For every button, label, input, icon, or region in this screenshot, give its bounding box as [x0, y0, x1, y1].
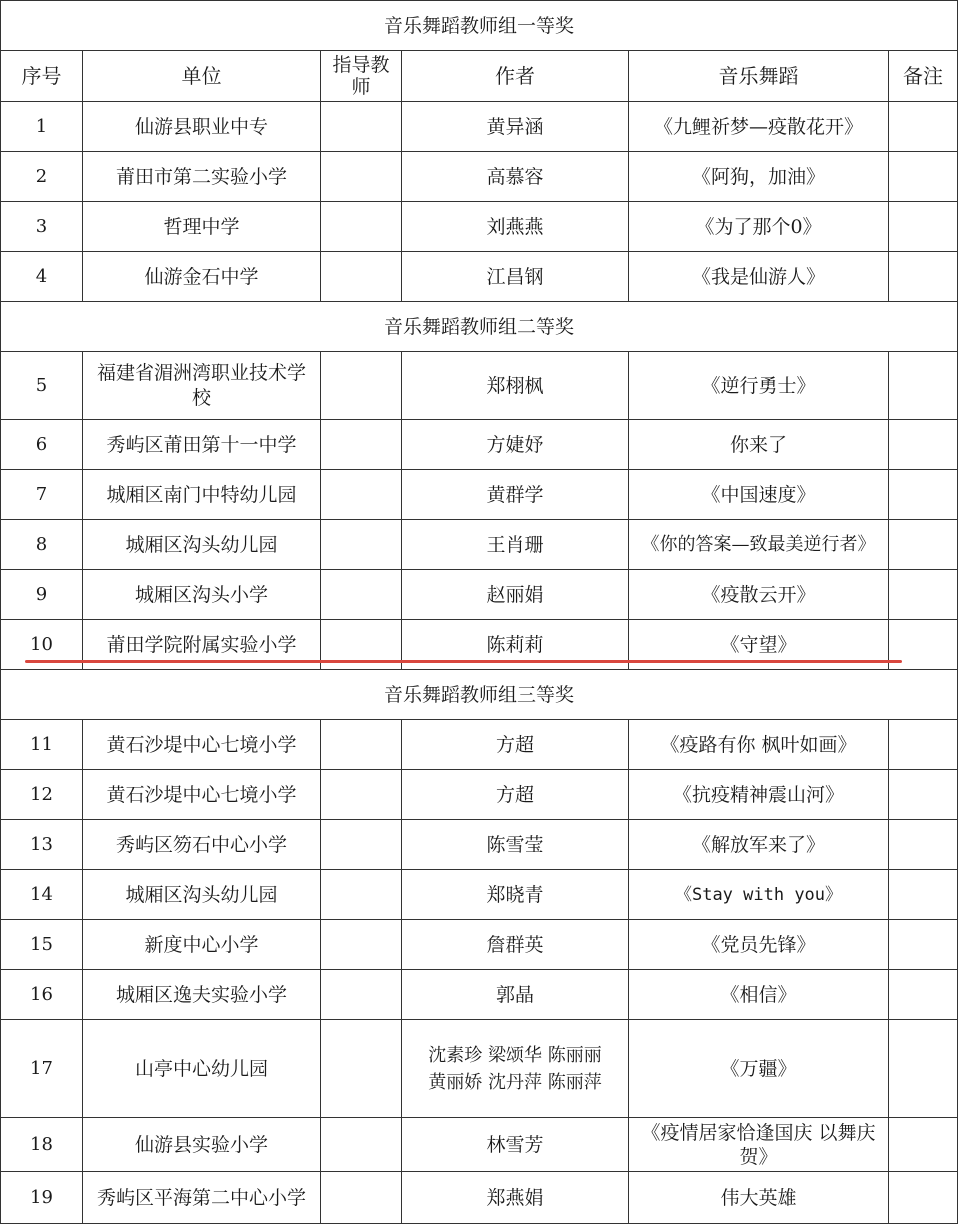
cell-unit: 秀屿区笏石中心小学 — [83, 820, 321, 870]
cell-advisor — [321, 252, 402, 302]
cell-work: 《疫路有你 枫叶如画》 — [629, 720, 889, 770]
cell-note — [889, 920, 958, 970]
cell-unit: 福建省湄洲湾职业技术学校 — [83, 352, 321, 420]
cell-advisor — [321, 1172, 402, 1224]
header-note: 备注 — [889, 51, 958, 102]
cell-work: 《解放军来了》 — [629, 820, 889, 870]
table-row — [1, 1172, 958, 1224]
cell-unit: 莆田市第二实验小学 — [83, 152, 321, 202]
cell-work: 《阿狗，加油》 — [629, 152, 889, 202]
cell-no: 7 — [1, 470, 83, 520]
header-row — [1, 51, 958, 102]
table-row — [1, 820, 958, 870]
table-row — [1, 870, 958, 920]
cell-advisor — [321, 352, 402, 420]
cell-unit: 哲理中学 — [83, 202, 321, 252]
cell-note — [889, 870, 958, 920]
cell-unit: 莆田学院附属实验小学 — [83, 620, 321, 670]
cell-unit: 城厢区逸夫实验小学 — [83, 970, 321, 1020]
cell-work: 《万疆》 — [629, 1020, 889, 1118]
cell-note — [889, 820, 958, 870]
cell-no: 17 — [1, 1020, 83, 1118]
header-author: 作者 — [402, 51, 629, 102]
cell-note — [889, 202, 958, 252]
cell-author: 高慕容 — [402, 152, 629, 202]
cell-advisor — [321, 770, 402, 820]
cell-unit: 城厢区沟头小学 — [83, 570, 321, 620]
cell-author: 刘燕燕 — [402, 202, 629, 252]
cell-author: 詹群英 — [402, 920, 629, 970]
cell-no: 19 — [1, 1172, 83, 1224]
cell-no: 2 — [1, 152, 83, 202]
cell-note — [889, 570, 958, 620]
table-row — [1, 570, 958, 620]
cell-note — [889, 1020, 958, 1118]
cell-work: 《疫情居家恰逢国庆 以舞庆贺》 — [629, 1118, 889, 1172]
cell-author: 赵丽娟 — [402, 570, 629, 620]
header-advisor: 指导教师 — [321, 51, 402, 102]
table-row — [1, 1118, 958, 1172]
header-work: 音乐舞蹈 — [629, 51, 889, 102]
cell-work: 《守望》 — [629, 620, 889, 670]
cell-note — [889, 152, 958, 202]
cell-unit: 仙游金石中学 — [83, 252, 321, 302]
section-row — [1, 1, 958, 51]
cell-author: 陈雪莹 — [402, 820, 629, 870]
table-row — [1, 420, 958, 470]
cell-work: 《Stay with you》 — [629, 870, 889, 920]
cell-advisor — [321, 820, 402, 870]
cell-unit: 新度中心小学 — [83, 920, 321, 970]
cell-note — [889, 352, 958, 420]
header-unit: 单位 — [83, 51, 321, 102]
cell-advisor — [321, 870, 402, 920]
cell-author: 郑栩枫 — [402, 352, 629, 420]
cell-no: 10 — [1, 620, 83, 670]
cell-note — [889, 102, 958, 152]
cell-author: 黄异涵 — [402, 102, 629, 152]
cell-advisor — [321, 970, 402, 1020]
cell-author: 陈莉莉 — [402, 620, 629, 670]
cell-work: 你来了 — [629, 420, 889, 470]
cell-no: 13 — [1, 820, 83, 870]
table-row — [1, 770, 958, 820]
cell-work: 《九鲤祈梦—疫散花开》 — [629, 102, 889, 152]
table-row — [1, 970, 958, 1020]
cell-no: 18 — [1, 1118, 83, 1172]
cell-no: 12 — [1, 770, 83, 820]
table-row — [1, 470, 958, 520]
cell-unit: 仙游县职业中专 — [83, 102, 321, 152]
cell-note — [889, 252, 958, 302]
table-row — [1, 352, 958, 420]
cell-work: 《为了那个0》 — [629, 202, 889, 252]
section-row — [1, 302, 958, 352]
cell-work: 《相信》 — [629, 970, 889, 1020]
section-title-third-prize: 音乐舞蹈教师组三等奖 — [1, 670, 958, 720]
cell-work: 《抗疫精神震山河》 — [629, 770, 889, 820]
highlight-underline — [25, 660, 902, 663]
cell-unit: 仙游县实验小学 — [83, 1118, 321, 1172]
cell-note — [889, 770, 958, 820]
cell-author: 郑晓青 — [402, 870, 629, 920]
cell-author: 江昌钢 — [402, 252, 629, 302]
cell-advisor — [321, 920, 402, 970]
author-line: 黄丽娇 沈丹萍 陈丽萍 — [428, 1071, 602, 1093]
cell-author: 林雪芳 — [402, 1118, 629, 1172]
table-row — [1, 920, 958, 970]
table-row — [1, 720, 958, 770]
cell-no: 3 — [1, 202, 83, 252]
cell-unit: 黄石沙堤中心七境小学 — [83, 770, 321, 820]
cell-unit: 山亭中心幼儿园 — [83, 1020, 321, 1118]
cell-advisor — [321, 420, 402, 470]
cell-note — [889, 1118, 958, 1172]
cell-no: 11 — [1, 720, 83, 770]
cell-author: 郑燕娟 — [402, 1172, 629, 1224]
table-row — [1, 520, 958, 570]
cell-no: 9 — [1, 570, 83, 620]
cell-author-group — [402, 1020, 629, 1118]
cell-note — [889, 520, 958, 570]
cell-author: 方超 — [402, 720, 629, 770]
cell-work: 《你的答案—致最美逆行者》 — [629, 520, 889, 570]
cell-no: 15 — [1, 920, 83, 970]
cell-no: 5 — [1, 352, 83, 420]
header-no: 序号 — [1, 51, 83, 102]
cell-no: 14 — [1, 870, 83, 920]
section-title-second-prize: 音乐舞蹈教师组二等奖 — [1, 302, 958, 352]
cell-author: 王肖珊 — [402, 520, 629, 570]
cell-no: 4 — [1, 252, 83, 302]
cell-advisor — [321, 520, 402, 570]
cell-no: 8 — [1, 520, 83, 570]
cell-unit: 秀屿区平海第二中心小学 — [83, 1172, 321, 1224]
cell-work: 《我是仙游人》 — [629, 252, 889, 302]
cell-advisor — [321, 152, 402, 202]
table-row — [1, 102, 958, 152]
cell-work: 《中国速度》 — [629, 470, 889, 520]
author-line: 沈素珍 梁颂华 陈丽丽 — [428, 1044, 602, 1066]
cell-no: 6 — [1, 420, 83, 470]
cell-note — [889, 420, 958, 470]
cell-note — [889, 470, 958, 520]
cell-advisor — [321, 470, 402, 520]
cell-work: 《逆行勇士》 — [629, 352, 889, 420]
cell-author: 黄群学 — [402, 470, 629, 520]
table-row — [1, 1020, 958, 1118]
table-row — [1, 152, 958, 202]
cell-unit: 城厢区沟头幼儿园 — [83, 520, 321, 570]
section-row — [1, 670, 958, 720]
cell-unit: 秀屿区莆田第十一中学 — [83, 420, 321, 470]
cell-advisor — [321, 202, 402, 252]
cell-work: 《疫散云开》 — [629, 570, 889, 620]
cell-advisor — [321, 102, 402, 152]
cell-work: 伟大英雄 — [629, 1172, 889, 1224]
cell-author: 方超 — [402, 770, 629, 820]
cell-unit: 城厢区南门中特幼儿园 — [83, 470, 321, 520]
cell-no: 1 — [1, 102, 83, 152]
cell-advisor — [321, 570, 402, 620]
cell-advisor — [321, 1020, 402, 1118]
table-row — [1, 252, 958, 302]
cell-note — [889, 970, 958, 1020]
cell-no: 16 — [1, 970, 83, 1020]
cell-work: 《党员先锋》 — [629, 920, 889, 970]
cell-author: 郭晶 — [402, 970, 629, 1020]
section-title-first-prize: 音乐舞蹈教师组一等奖 — [1, 1, 958, 51]
cell-note — [889, 720, 958, 770]
cell-advisor — [321, 720, 402, 770]
cell-note — [889, 1172, 958, 1224]
cell-unit: 黄石沙堤中心七境小学 — [83, 720, 321, 770]
cell-author: 方婕妤 — [402, 420, 629, 470]
cell-advisor — [321, 1118, 402, 1172]
cell-unit: 城厢区沟头幼儿园 — [83, 870, 321, 920]
table-row — [1, 202, 958, 252]
